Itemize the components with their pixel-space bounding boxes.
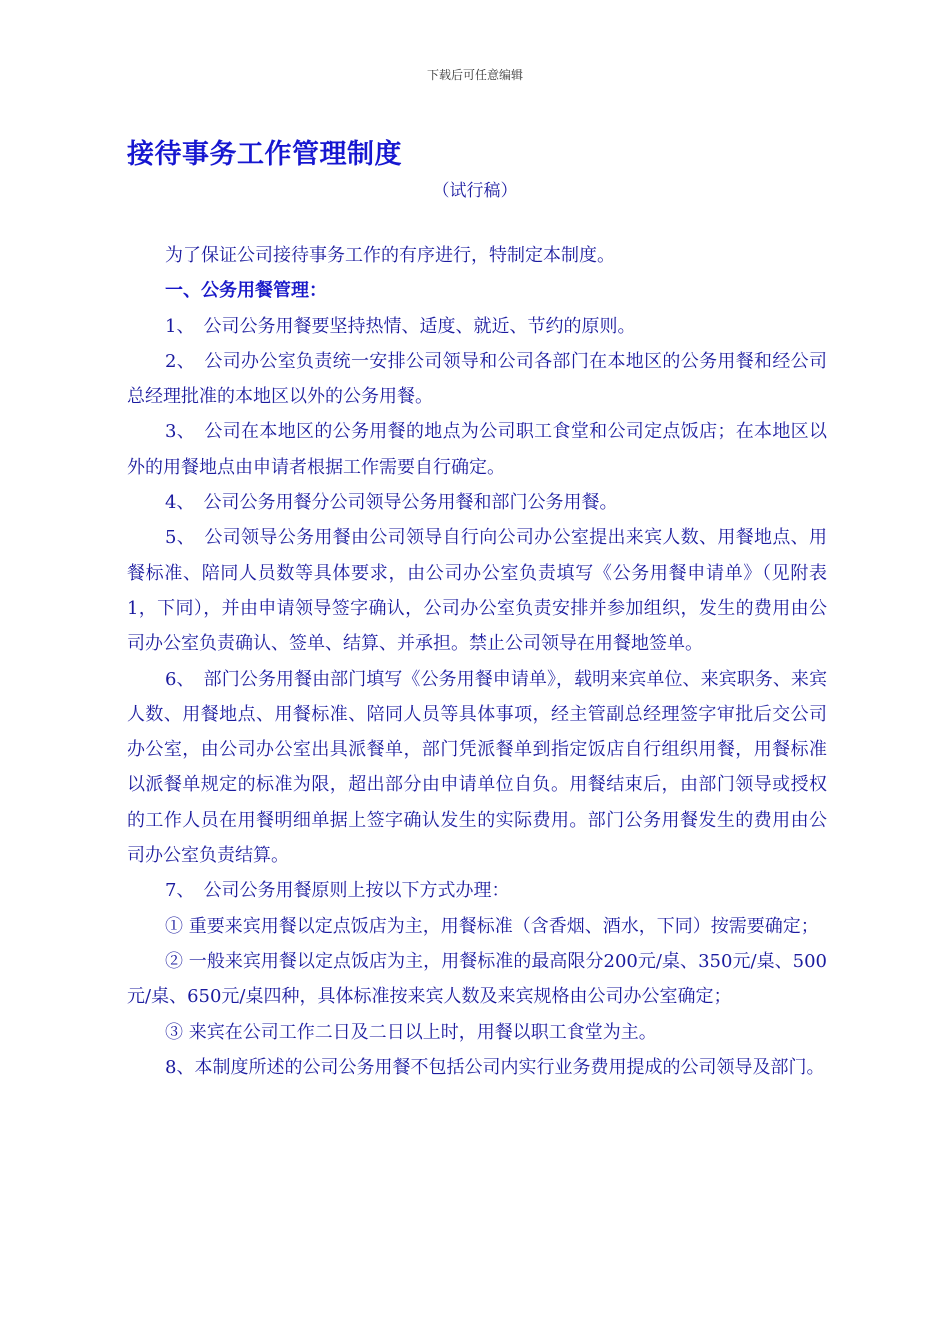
clause-7: 7、 公司公务用餐原则上按以下方式办理： bbox=[165, 880, 510, 902]
section-heading: 一、公务用餐管理： bbox=[165, 280, 327, 302]
clause-6: 6、 部门公务用餐由部门填写《公务用餐申请单》，载明来宾单位、来宾职务、来宾人数、用餐地点、用餐标准、陪同人员等具体事项，经主管副总经理签字审批后交公司办公室，由公司办公室出具派餐单，部门凭派餐单到指定饭店自行组织用餐，用餐标准以派餐单规定的标准为限，超出部分由申请单位自负。用餐结束后，由部门领导或授权的工作人员在用餐明细单据上签字确认发生的实际费用。部门公务用餐发生的费用由公司办公室负责结算。 bbox=[127, 668, 827, 867]
document-subtitle: （试行稿） bbox=[432, 181, 518, 201]
header-note: 下载后可任意编辑 bbox=[426, 68, 523, 82]
intro-paragraph: 为了保证公司接待事务工作的有序进行，特制定本制度。 bbox=[165, 245, 615, 266]
clause-7-item-2: ② 一般来宾用餐以定点饭店为主，用餐标准的最高限分200元/桌、350元/桌、500元/桌、650元/桌四种，具体标准按来宾人数及来宾规格由公司办公室确定； bbox=[127, 950, 827, 1008]
document-title: 接待事务工作管理制度 bbox=[127, 139, 402, 170]
clause-7-item-3: ③ 来宾在公司工作二日及二日以上时，用餐以职工食堂为主。 bbox=[165, 1021, 657, 1043]
clause-1: 1、 公司公务用餐要坚持热情、适度、就近、节约的原则。 bbox=[165, 315, 636, 337]
document-body bbox=[127, 238, 827, 1085]
clause-2: 2、 公司办公室负责统一安排公司领导和公司各部门在本地区的公务用餐和经公司总经理批准的本地区以外的公务用餐。 bbox=[127, 350, 827, 408]
clause-5: 5、 公司领导公务用餐由公司领导自行向公司办公室提出来宾人数、用餐地点、用餐标准、陪同人员数等具体要求，由公司办公室负责填写《公务用餐申请单》（见附表1，下同），并由申请领导签字确认，公司办公室负责安排并参加组织，发生的费用由公司办公室负责确认、签单、结算、并承担。禁止公司领导在用餐地签单。 bbox=[127, 527, 827, 655]
clause-7-item-1: ① 重要来宾用餐以定点饭店为主，用餐标准（含香烟、酒水，下同）按需要确定； bbox=[165, 915, 819, 937]
clause-4: 4、 公司公务用餐分公司领导公务用餐和部门公务用餐。 bbox=[165, 492, 618, 514]
clause-8: 8、本制度所述的公司公务用餐不包括公司内实行业务费用提成的公司领导及部门。 bbox=[165, 1056, 825, 1078]
clause-3: 3、 公司在本地区的公务用餐的地点为公司职工食堂和公司定点饭店；在本地区以外的用餐地点由申请者根据工作需要自行确定。 bbox=[127, 421, 827, 478]
